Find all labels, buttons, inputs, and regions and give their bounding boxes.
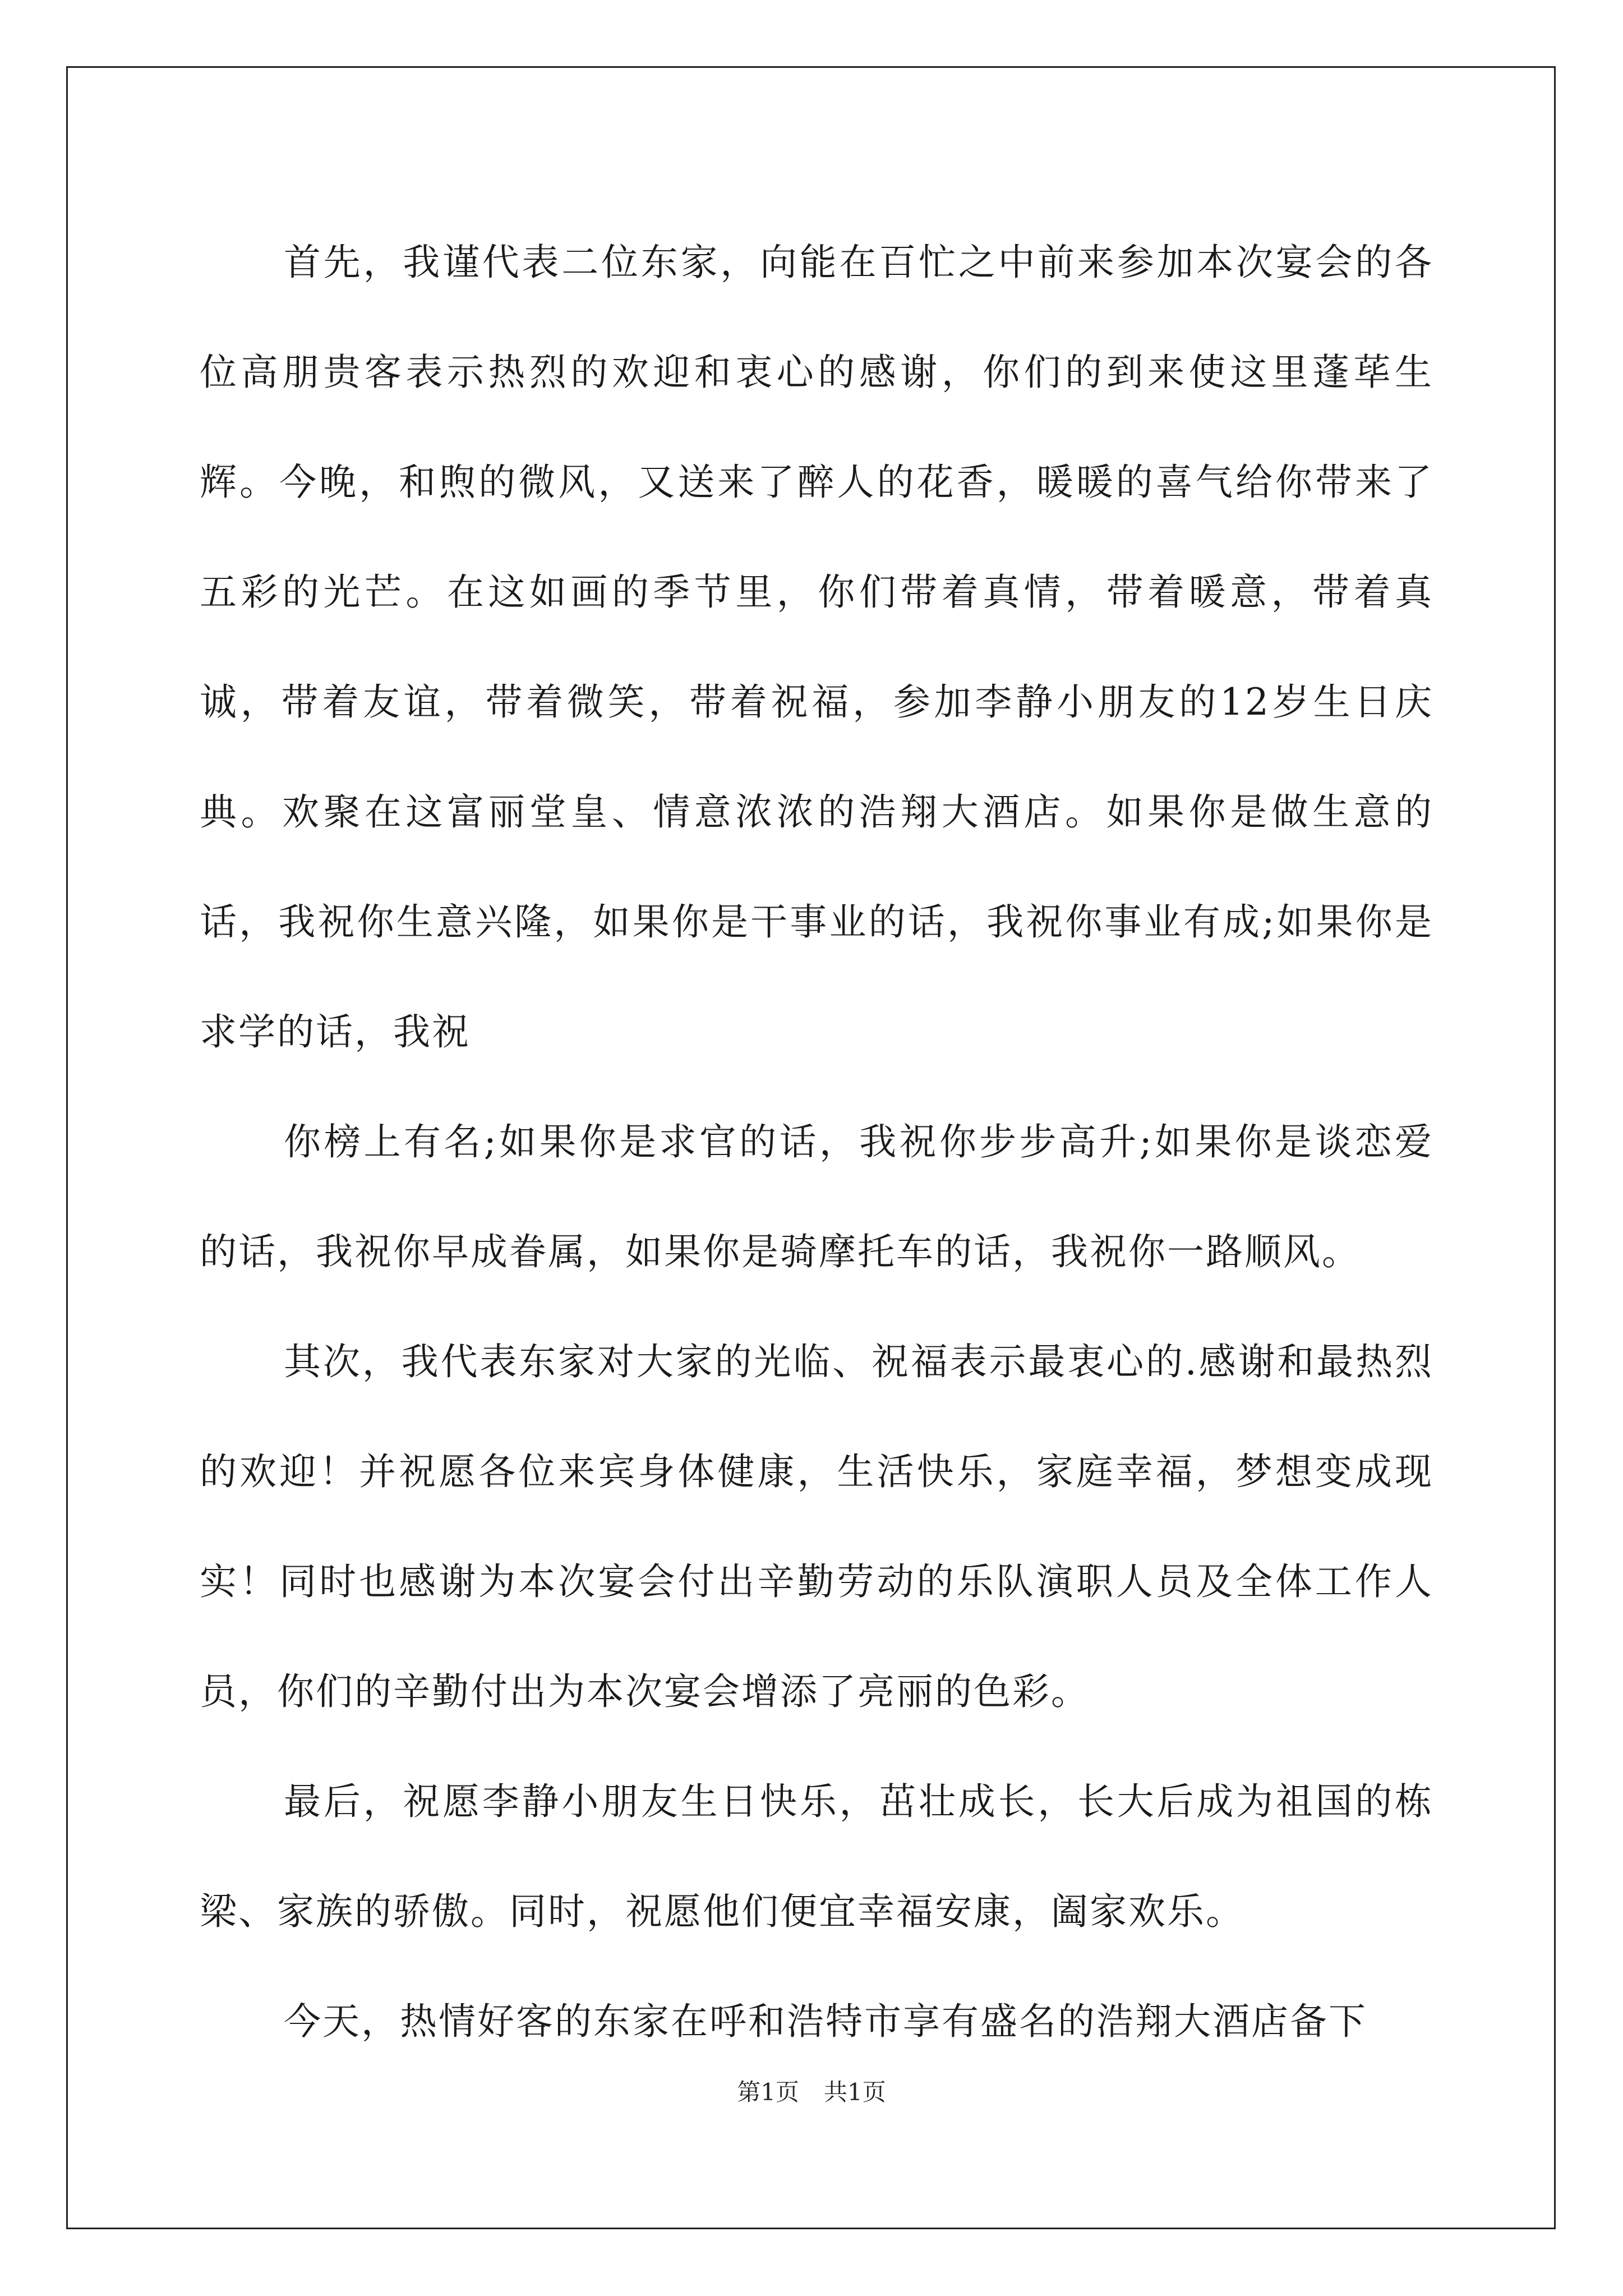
paragraph-3: 其次，我代表东家对大家的光临、祝福表示最衷心的.感谢和最热烈的欢迎！并祝愿各位来宾身体健康，生活快乐，家庭幸福，梦想变成现实！同时也感谢为本次宴会付出辛勤劳动的乐队演职人员及全体工作人员，你们的辛勤付出为本次宴会增添了亮丽的色彩。 xyxy=(200,1340,1433,1713)
paragraph-2: 你榜上有名;如果你是求官的话，我祝你步步高升;如果你是谈恋爱的话，我祝你早成眷属，如果你是骑摩托车的话，我祝你一路顺风。 xyxy=(200,1120,1433,1273)
page-total: 共1页 xyxy=(824,2078,886,2106)
page-footer xyxy=(0,2076,1623,2109)
page-number: 第1页 xyxy=(737,2078,799,2106)
paragraph-4: 最后，祝愿李静小朋友生日快乐，茁壮成长，长大后成为祖国的栋梁、家族的骄傲。同时，祝愿他们便宜幸福安康，阖家欢乐。 xyxy=(200,1780,1433,1933)
paragraph-1: 首先，我谨代表二位东家，向能在百忙之中前来参加本次宴会的各位高朋贵客表示热烈的欢迎和衷心的感谢，你们的到来使这里蓬荜生辉。今晚，和煦的微风，又送来了醉人的花香，暖暖的喜气给你带来了五彩的光芒。在这如画的季节里，你们带着真情，带着暖意，带着真诚，带着友谊，带着微笑，带着祝福，参加李静小朋友的12岁生日庆典。欢聚在这富丽堂皇、情意浓浓的浩翔大酒店。如果你是做生意的话，我祝你生意兴隆，如果你是干事业的话，我祝你事业有成;如果你是求学的话，我祝 xyxy=(200,241,1433,1053)
document-body xyxy=(200,208,1433,2077)
paragraph-5: 今天，热情好客的东家在呼和浩特市享有盛名的浩翔大酒店备下 xyxy=(284,2000,1367,2043)
